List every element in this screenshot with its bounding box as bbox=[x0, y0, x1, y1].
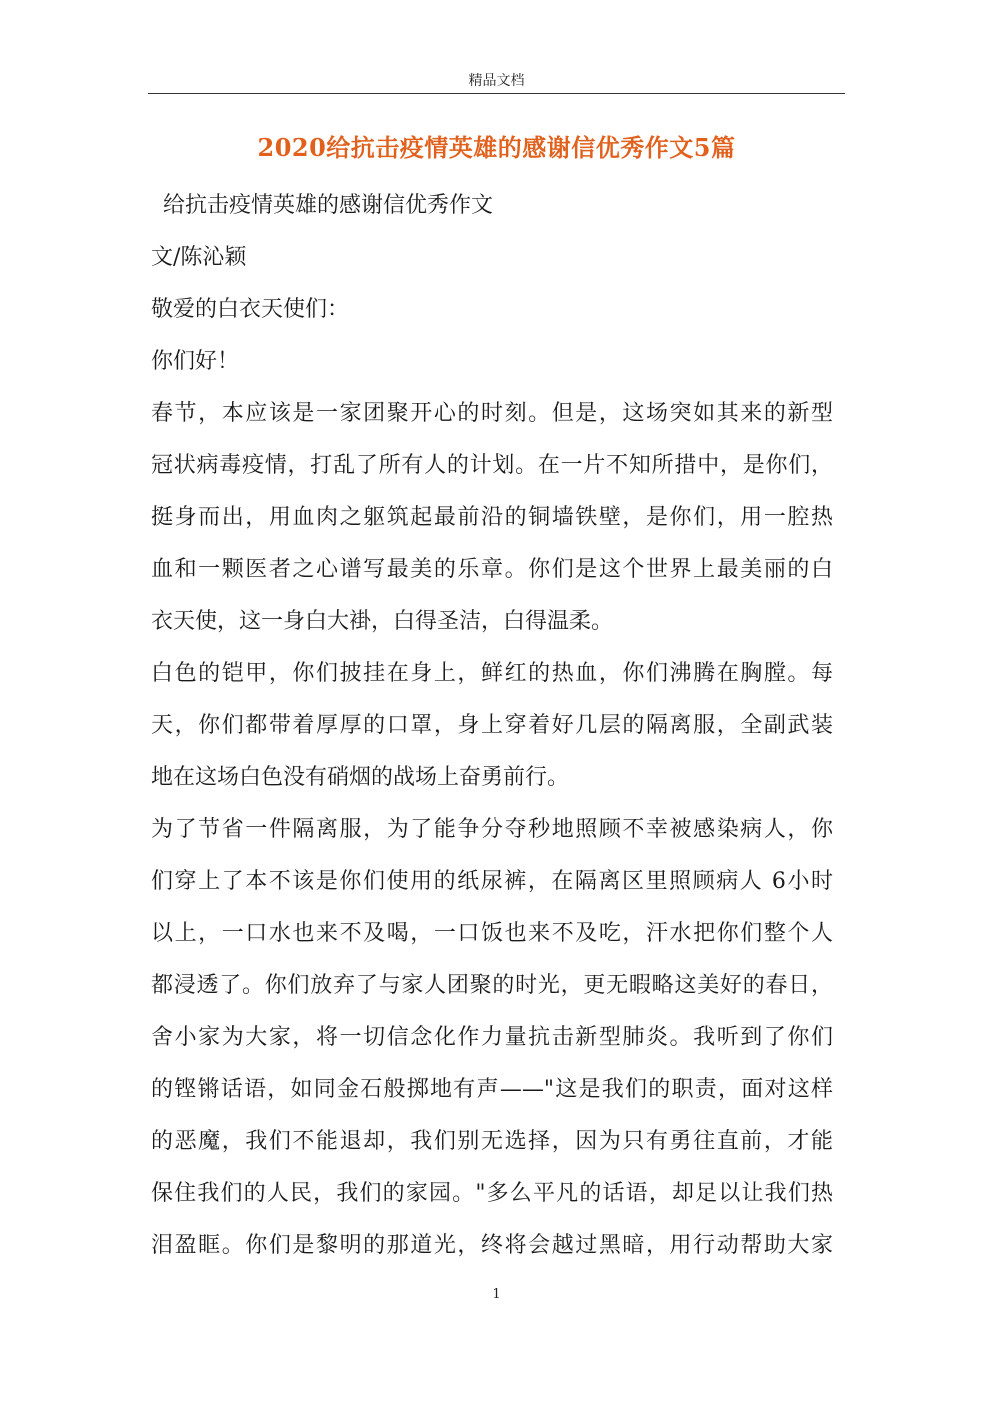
document-body bbox=[151, 180, 851, 1272]
paragraph-line: 的铿锵话语，如同金石般掷地有声——"这是我们的职责，面对这样 bbox=[151, 1077, 833, 1102]
salutation-line: 敬爱的白衣天使们： bbox=[151, 297, 350, 322]
greeting-line: 你们好！ bbox=[151, 349, 240, 374]
page-header-label: 精品文档 bbox=[468, 73, 525, 89]
author-line: 文/陈沁颖 bbox=[151, 245, 247, 270]
paragraph-line: 血和一颗医者之心谱写最美的乐章。你们是这个世界上最美丽的白 bbox=[151, 557, 833, 582]
paragraph-line: 挺身而出，用血肉之躯筑起最前沿的铜墙铁壁，是你们，用一腔热 bbox=[151, 505, 833, 530]
subtitle-line: 给抗击疫情英雄的感谢信优秀作文 bbox=[163, 193, 494, 218]
paragraph-line: 泪盈眶。你们是黎明的那道光，终将会越过黑暗，用行动帮助大家 bbox=[151, 1233, 833, 1258]
paragraph-line: 白色的铠甲，你们披挂在身上，鲜红的热血，你们沸腾在胸膛。每 bbox=[151, 661, 833, 686]
paragraph-line: 地在这场白色没有硝烟的战场上奋勇前行。 bbox=[151, 765, 570, 790]
paragraph-line: 衣天使，这一身白大褂，白得圣洁，白得温柔。 bbox=[151, 609, 614, 634]
page-number: 1 bbox=[492, 1287, 501, 1302]
paragraph-line: 以上，一口水也来不及喝，一口饭也来不及吃，汗水把你们整个人 bbox=[151, 921, 833, 946]
paragraph-line: 冠状病毒疫情，打乱了所有人的计划。在一片不知所措中，是你们， bbox=[151, 453, 833, 478]
paragraph-line: 们穿上了本不该是你们使用的纸尿裤，在隔离区里照顾病人 6小时 bbox=[151, 869, 833, 894]
paragraph-line: 天，你们都带着厚厚的口罩，身上穿着好几层的隔离服，全副武装 bbox=[151, 713, 833, 738]
paragraph-line: 春节，本应该是一家团聚开心的时刻。但是，这场突如其来的新型 bbox=[151, 401, 833, 426]
paragraph-line: 保住我们的人民，我们的家园。"多么平凡的话语，却足以让我们热 bbox=[151, 1181, 833, 1206]
paragraph-line: 舍小家为大家，将一切信念化作力量抗击新型肺炎。我听到了你们 bbox=[151, 1025, 833, 1050]
paragraph-line: 为了节省一件隔离服，为了能争分夺秒地照顾不幸被感染病人，你 bbox=[151, 817, 833, 842]
header-divider bbox=[148, 93, 845, 94]
paragraph-line: 的恶魔，我们不能退却，我们别无选择，因为只有勇往直前，才能 bbox=[151, 1129, 833, 1154]
document-title: 2020给抗击疫情英雄的感谢信优秀作文5篇 bbox=[257, 133, 736, 162]
paragraph-line: 都浸透了。你们放弃了与家人团聚的时光，更无暇略这美好的春日， bbox=[151, 973, 833, 998]
